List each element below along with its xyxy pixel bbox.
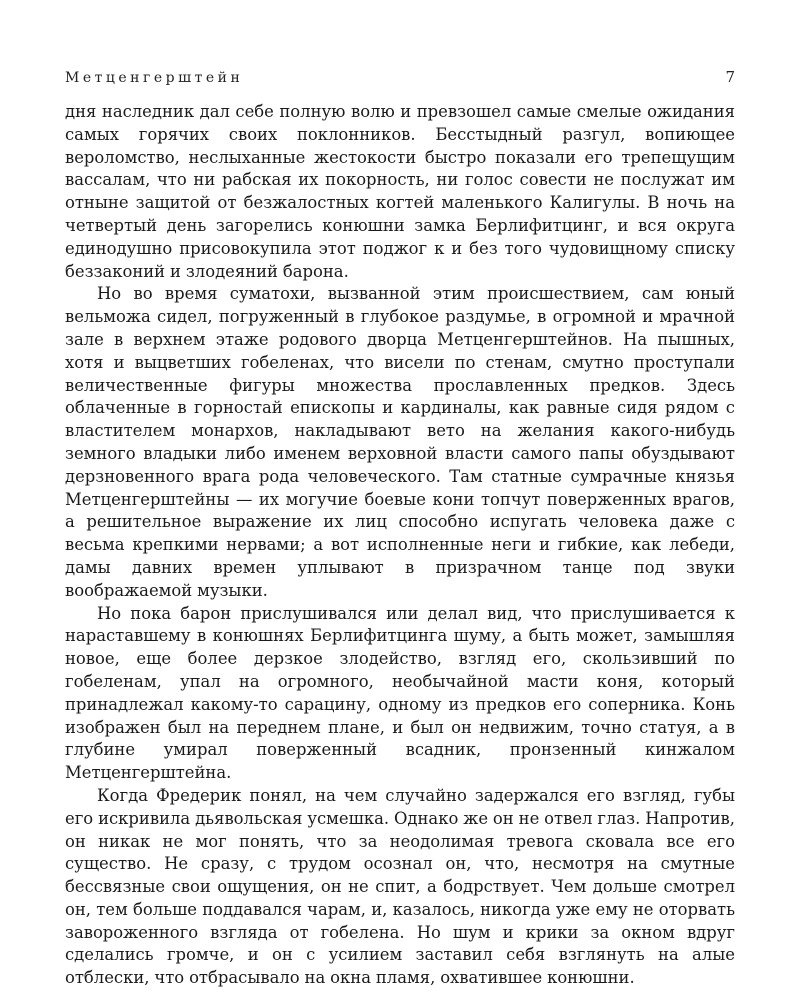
paragraph: Но во время суматохи, вызванной этим происшествием, сам юный вельможа сидел, погруженный в глубокое раздумье, в огромной и мрачной зале в верхнем этаже родового дворца Метценгерштейнов. На пышных, хотя и выцветших гобеленах, что висели по стенам, смутно проступали величественные фигуры множества прославленных предков. Здесь облаченные в горностай епископы и кардиналы, как равные сидя рядом с властителем монархов, накладывают вето на желания какого-нибудь земного владыки либо именем верховной власти самого папы обуздывают дерзновенного врага рода человеческого. Там статные сумрачные князья Метценгерштейны — их могучие боевые кони топчут поверженных врагов, а решительное выражение их лиц способно испугать человека даже с весьма крепкими нервами; а вот исполненные неги и гибкие, как лебеди, дамы давних времен уплывают в призрачном танце под звуки воображаемой музыки.: [65, 284, 735, 600]
paragraph: дня наследник дал себе полную волю и превзошел самые смелые ожидания самых горячих своих поклонников. Бесстыдный разгул, вопиющее вероломство, неслыханные жестокости быстро показали его трепещущим вассалам, что ни рабская их покорность, ни голос совести не послужат им отныне защитой от безжалостных когтей маленького Калигулы. В ночь на четвертый день загорелись конюшни замка Берлифитцинг, и вся округа единодушно присовокупила этот поджог к и без того чудовищному списку беззаконий и злодеяний барона.: [65, 102, 735, 281]
running-head: [65, 68, 735, 88]
page-number: 7: [725, 68, 735, 86]
paragraph: Но пока барон прислушивался или делал вид, что прислушивается к нараставшему в конюшнях Берлифитцинга шуму, а быть может, замышляя новое, еще более дерзкое злодейство, взгляд его, скользивший по гобеленам, упал на огромного, необычайной масти коня, который принадлежал какому-то сарацину, одному из предков его соперника. Конь изображен был на переднем плане, и был он недвижим, точно статуя, а в глубине умирал поверженный всадник, пронзенный кинжалом Метценгерштейна.: [65, 603, 735, 783]
running-title: Метценгерштейн: [65, 70, 244, 86]
body-text: [65, 101, 735, 990]
paragraph: Когда Фредерик понял, на чем случайно задержался его взгляд, губы его искривила дьявольская усмешка. Однако же он не отвел глаз. Напротив, он никак не мог понять, что за неодолимая тревога сковала все его существо. Не сразу, с трудом осознал он, что, несмотря на смутные бессвязные свои ощущения, он не спит, а бодрствует. Чем дольше смотрел он, тем больше поддавался чарам, и, казалось, никогда уже ему не оторвать завороженного взгляда от гобелена. Но шум и крики за окном вдруг сделались громче, и он с усилием заставил себя взглянуть на алые отблески, что отбрасывало на окна пламя, охватившее конюшни.: [65, 785, 735, 988]
